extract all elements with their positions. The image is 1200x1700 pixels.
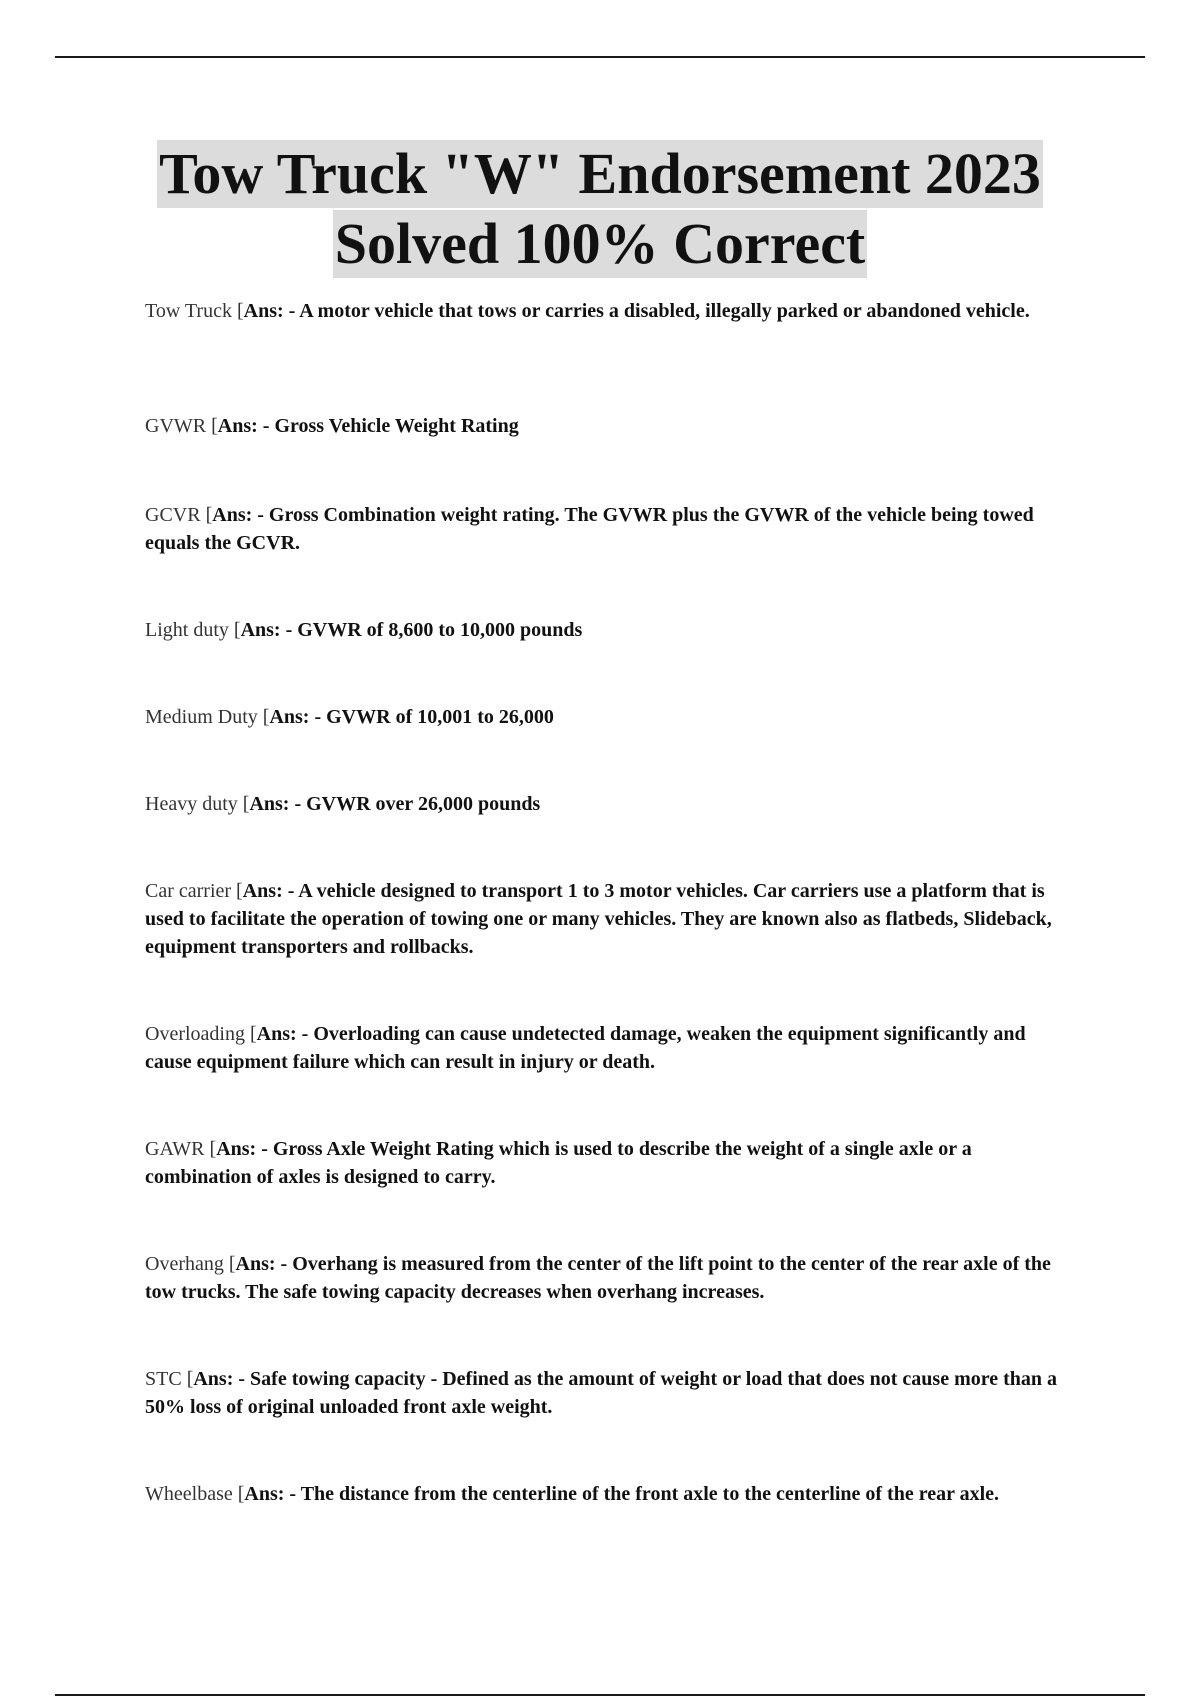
title-line-1: Tow Truck "W" Endorsement 2023 bbox=[159, 141, 1041, 206]
qa-bracket: [ bbox=[205, 504, 213, 526]
qa-term: GCVR bbox=[145, 504, 201, 526]
qa-answer: Ans: - GVWR of 8,600 to 10,000 pounds bbox=[240, 619, 583, 641]
top-rule bbox=[55, 56, 1145, 58]
qa-bracket: [ bbox=[236, 300, 244, 322]
qa-bracket: [ bbox=[211, 415, 218, 437]
qa-term: Heavy duty bbox=[145, 793, 238, 815]
qa-answer: Ans: - Gross Axle Weight Rating which is used to describe the weight of a single axle or a combination of axles is designed to carry. bbox=[145, 1138, 972, 1188]
qa-bracket: [ bbox=[186, 1368, 194, 1390]
qa-term: GVWR bbox=[145, 415, 207, 437]
qa-answer: Ans: - Overloading can cause undetected damage, weaken the equipment significantly and cause equipment failure which can result in injury or death. bbox=[145, 1023, 1026, 1073]
qa-item-car-carrier bbox=[145, 877, 1060, 961]
qa-item-gcvr bbox=[145, 501, 1060, 557]
qa-term: Light duty bbox=[145, 619, 229, 641]
qa-item-heavy-duty bbox=[145, 790, 1060, 818]
qa-term: GAWR bbox=[145, 1138, 205, 1160]
qa-answer: Ans: - The distance from the centerline of the front axle to the centerline of the rear axle. bbox=[244, 1483, 1000, 1505]
qa-term: Wheelbase bbox=[145, 1483, 233, 1505]
qa-bracket: [ bbox=[237, 1483, 245, 1505]
qa-bracket: [ bbox=[242, 793, 250, 815]
qa-item-wheelbase bbox=[145, 1480, 1060, 1508]
title-line-2: Solved 100% Correct bbox=[334, 211, 866, 276]
qa-answer: Ans: - Safe towing capacity - Defined as the amount of weight or load that does not cause more than a 50% loss of original unloaded front axle weight. bbox=[145, 1368, 1058, 1418]
qa-item-stc bbox=[145, 1365, 1060, 1421]
qa-term: Overloading bbox=[145, 1023, 245, 1045]
qa-bracket: [ bbox=[228, 1253, 236, 1275]
qa-bracket: [ bbox=[249, 1023, 257, 1045]
qa-answer: Ans: - Gross Vehicle Weight Rating bbox=[217, 415, 519, 437]
qa-answer: Ans: - GVWR of 10,001 to 26,000 bbox=[269, 706, 554, 728]
qa-bracket: [ bbox=[233, 619, 241, 641]
bottom-rule bbox=[55, 1694, 1145, 1696]
qa-bracket: [ bbox=[262, 706, 270, 728]
qa-item-gawr bbox=[145, 1135, 1060, 1191]
qa-item-overloading bbox=[145, 1020, 1060, 1076]
qa-answer: Ans: - Overhang is measured from the center of the lift point to the center of the rear axle of the tow trucks. The safe towing capacity decreases when overhang increases. bbox=[145, 1253, 1051, 1303]
qa-answer: Ans: - GVWR over 26,000 pounds bbox=[249, 793, 541, 815]
qa-term: Overhang bbox=[145, 1253, 224, 1275]
qa-answer: Ans: - Gross Combination weight rating. The GVWR plus the GVWR of the vehicle being towed equals the GCVR. bbox=[145, 504, 1034, 554]
qa-term: STC bbox=[145, 1368, 182, 1390]
qa-bracket: [ bbox=[209, 1138, 217, 1160]
qa-item-tow-truck bbox=[145, 297, 1060, 325]
qa-answer: Ans: - A motor vehicle that tows or carries a disabled, illegally parked or abandoned vehicle. bbox=[243, 300, 1030, 322]
qa-answer: Ans: - A vehicle designed to transport 1 to 3 motor vehicles. Car carriers use a platform that is used to facilitate the operation of towing one or many vehicles. They are known also as flatbeds, Slideback, equipment transporters and rollbacks. bbox=[145, 880, 1052, 958]
qa-term: Tow Truck bbox=[145, 300, 232, 322]
qa-item-medium-duty bbox=[145, 703, 1060, 731]
qa-item-gvwr bbox=[145, 412, 1060, 440]
qa-bracket: [ bbox=[236, 880, 243, 902]
qa-item-light-duty bbox=[145, 616, 1060, 644]
qa-term: Medium Duty bbox=[145, 706, 258, 728]
document-title bbox=[0, 140, 1200, 278]
qa-item-overhang bbox=[145, 1250, 1060, 1306]
qa-term: Car carrier bbox=[145, 880, 232, 902]
